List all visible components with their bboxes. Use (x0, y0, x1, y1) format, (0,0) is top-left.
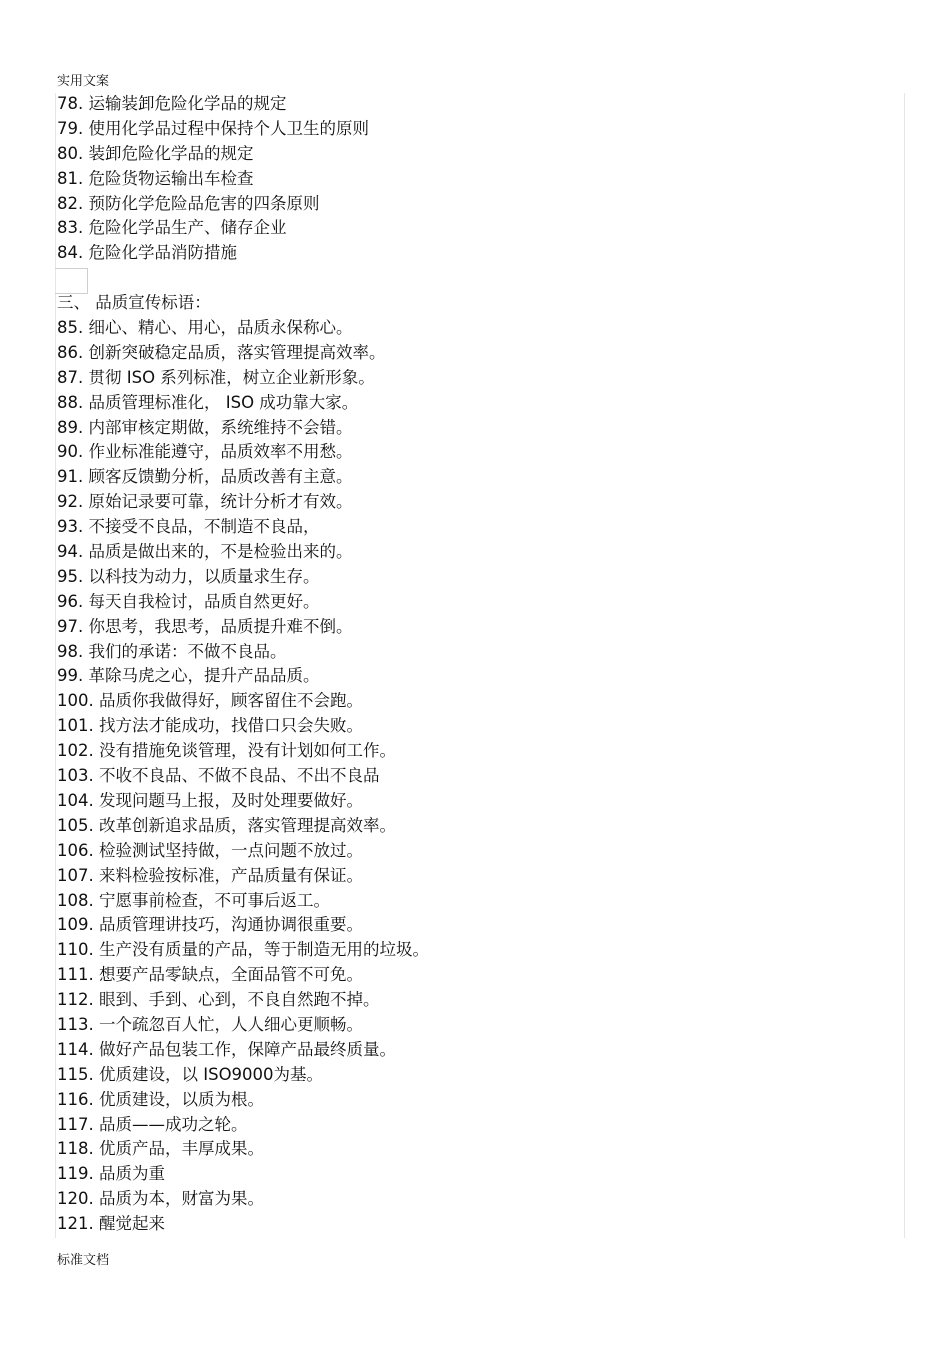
list-item: 111. 想要产品零缺点，全面品管不可免。 (57, 965, 363, 985)
list-item: 102. 没有措施免谈管理，没有计划如何工作。 (57, 741, 396, 761)
list-item: 87. 贯彻 ISO 系列标准，树立企业新形象。 (57, 367, 375, 387)
list-item: 79. 使用化学品过程中保持个人卫生的原则 (57, 118, 369, 138)
list-item: 121. 醒觉起来 (57, 1214, 165, 1234)
list-item: 92. 原始记录要可靠，统计分析才有效。 (57, 492, 353, 512)
list-item: 117. 品质——成功之轮。 (57, 1114, 248, 1134)
list-item: 109. 品质管理讲技巧，沟通协调很重要。 (57, 915, 363, 935)
page-header: 实用文案 (57, 74, 110, 89)
list-item: 118. 优质产品，丰厚成果。 (57, 1139, 264, 1159)
list-item: 90. 作业标准能遵守，品质效率不用愁。 (57, 442, 353, 462)
top-list (57, 92, 897, 266)
list-item: 119. 品质为重 (57, 1164, 165, 1184)
list-item: 99. 革除马虎之心，提升产品品质。 (57, 666, 320, 686)
list-item: 91. 顾客反馈勤分析，品质改善有主意。 (57, 467, 353, 487)
list-item: 83. 危险化学品生产、储存企业 (57, 218, 287, 238)
list-item: 113. 一个疏忽百人忙，人人细心更顺畅。 (57, 1014, 363, 1034)
list-item: 82. 预防化学危险品危害的四条原则 (57, 193, 320, 213)
list-item: 89. 内部审核定期做，系统维持不会错。 (57, 417, 353, 437)
list-item: 101. 找方法才能成功，找借口只会失败。 (57, 716, 363, 736)
list-item: 85. 细心、精心、用心，品质永保称心。 (57, 318, 353, 338)
list-item: 84. 危险化学品消防措施 (57, 243, 237, 263)
list-item: 114. 做好产品包装工作，保障产品最终质量。 (57, 1039, 396, 1059)
right-margin-rule (904, 93, 905, 1238)
list-item: 80. 装卸危险化学品的规定 (57, 143, 254, 163)
slogan-list (57, 316, 897, 1237)
page-footer: 标准文档 (57, 1253, 110, 1268)
document-body (57, 92, 897, 1237)
left-margin-rule (55, 93, 56, 1238)
list-item: 107. 来料检验按标准，产品质量有保证。 (57, 865, 363, 885)
list-item: 115. 优质建设，以 ISO9000为基。 (57, 1064, 324, 1084)
list-item: 95. 以科技为动力，以质量求生存。 (57, 566, 320, 586)
list-item: 110. 生产没有质量的产品，等于制造无用的垃圾。 (57, 940, 429, 960)
list-item: 100. 品质你我做得好，顾客留住不会跑。 (57, 691, 363, 711)
list-item: 120. 品质为本，财富为果。 (57, 1189, 264, 1209)
list-item: 88. 品质管理标准化， ISO 成功靠大家。 (57, 392, 359, 412)
list-item: 112. 眼到、手到、心到，不良自然跑不掉。 (57, 990, 380, 1010)
list-item: 86. 创新突破稳定品质，落实管理提高效率。 (57, 342, 386, 362)
list-item: 94. 品质是做出来的，不是检验出来的。 (57, 542, 353, 562)
list-item: 78. 运输装卸危险化学品的规定 (57, 94, 287, 113)
section-title: 三、 品质宣传标语： (57, 293, 211, 313)
list-item: 104. 发现问题马上报，及时处理要做好。 (57, 790, 363, 810)
list-item: 106. 检验测试坚持做，一点问题不放过。 (57, 840, 363, 860)
blank-line (57, 266, 897, 291)
list-item: 96. 每天自我检讨，品质自然更好。 (57, 591, 320, 611)
list-item: 116. 优质建设，以质为根。 (57, 1089, 264, 1109)
list-item: 98. 我们的承诺：不做不良品。 (57, 641, 287, 661)
list-item: 93. 不接受不良品，不制造不良品， (57, 517, 320, 537)
list-item: 103. 不收不良品、不做不良品、不出不良品 (57, 766, 380, 786)
list-item: 105. 改革创新追求品质，落实管理提高效率。 (57, 815, 396, 835)
list-item: 108. 宁愿事前检查，不可事后返工。 (57, 890, 330, 910)
list-item: 97. 你思考，我思考，品质提升难不倒。 (57, 616, 353, 636)
list-item: 81. 危险货物运输出车检查 (57, 168, 254, 188)
